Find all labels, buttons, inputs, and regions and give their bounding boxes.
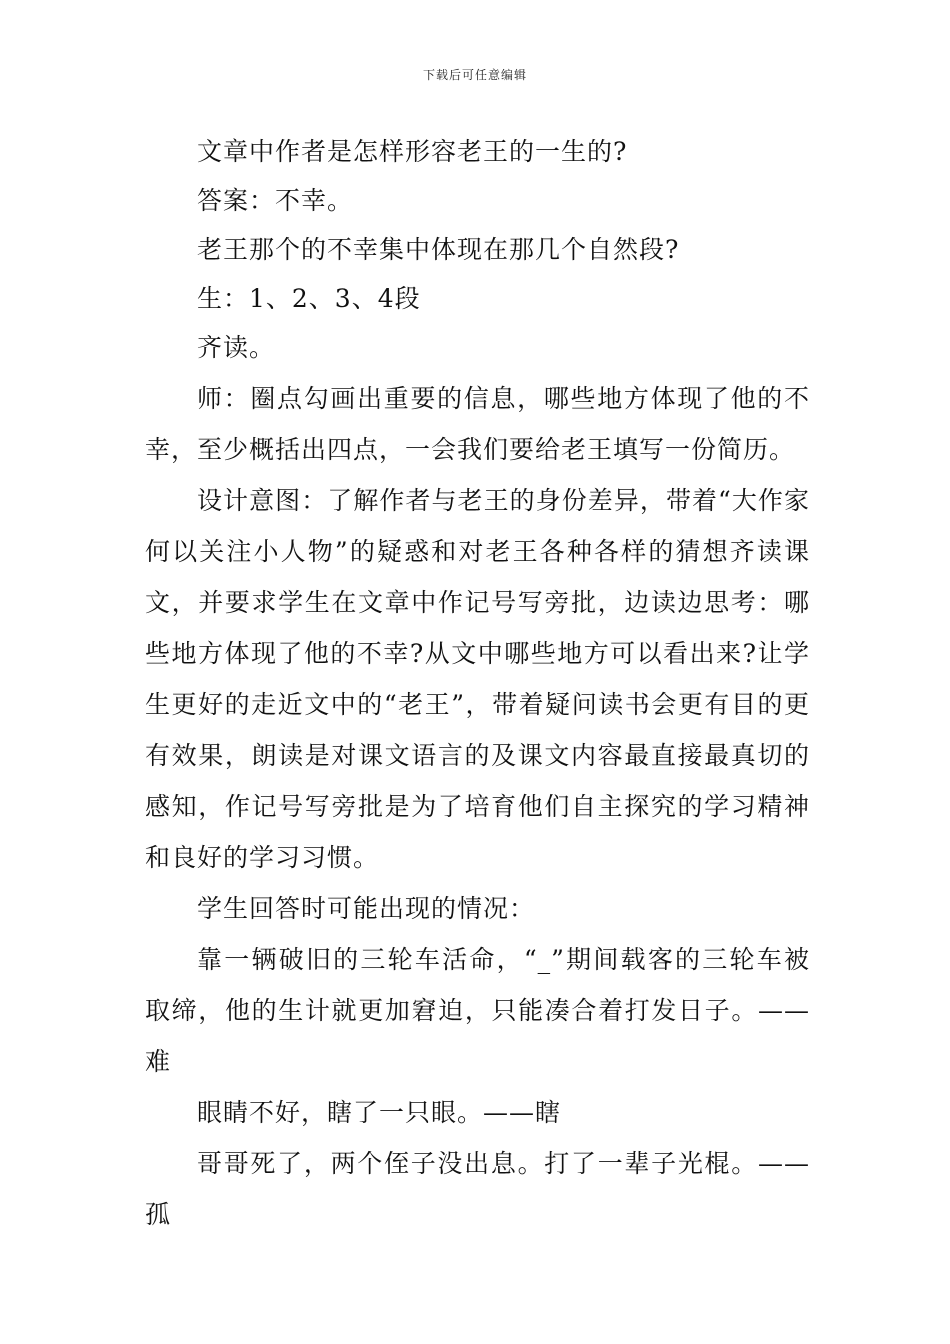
paragraph-question-life: 文章中作者是怎样形容老王的一生的? <box>197 137 628 166</box>
paragraph-answer-blind: 眼睛不好，瞎了一只眼。——瞎 <box>197 1098 562 1127</box>
paragraph-answer-alone: 哥哥死了，两个侄子没出息。打了一辈子光棍。——孤 <box>145 1149 810 1229</box>
paragraph-read-together: 齐读。 <box>197 333 276 362</box>
paragraph-design-intent: 设计意图：了解作者与老王的身份差异，带着“大作家何以关注小人物”的疑惑和对老王各种各样的猜想齐读课文，并要求学生在文章中作记号写旁批，边读边思考：哪些地方体现了他的不幸?从文中哪些地方可以看出来?让学生更好的走近文中的“老王”，带着疑问读书会更有目的更有效果，朗读是对课文语言的及课文内容最直接最真切的感知，作记号写旁批是为了培育他们自主探究的学习精神和良好的学习习惯。 <box>145 486 810 872</box>
header-note: 下载后可任意编辑 <box>422 68 527 82</box>
paragraph-student-answer: 生：1、2、3、4段 <box>197 284 421 313</box>
document-body <box>145 128 810 1240</box>
paragraph-question-paragraphs: 老王那个的不幸集中体现在那几个自然段? <box>197 235 680 264</box>
paragraph-answer: 答案：不幸。 <box>197 186 354 215</box>
paragraph-answer-hardship: 靠一辆破旧的三轮车活命，“_”期间载客的三轮车被取缔，他的生计就更加窘迫，只能凑合着打发日子。——难 <box>145 945 810 1076</box>
paragraph-possible-answers-intro: 学生回答时可能出现的情况： <box>197 894 536 923</box>
paragraph-teacher-instruction: 师：圈点勾画出重要的信息，哪些地方体现了他的不幸，至少概括出四点，一会我们要给老王填写一份简历。 <box>145 384 810 464</box>
